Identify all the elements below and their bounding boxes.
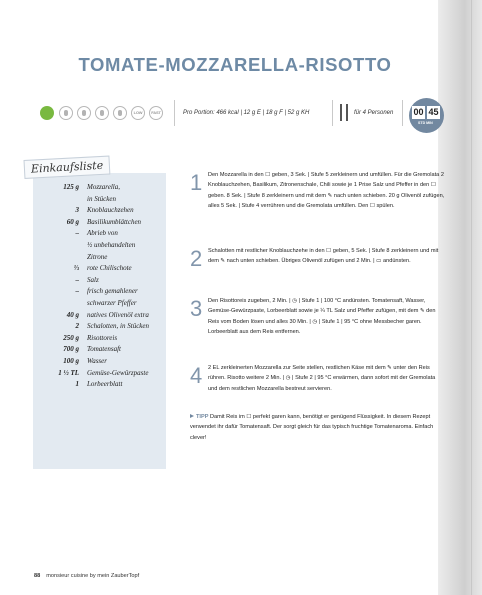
ingredient-name: Tomatensaft: [87, 345, 121, 354]
ingredient-qty: 125 g: [63, 183, 79, 191]
ingredient-name: in Stücken: [87, 194, 116, 203]
page-footer: [34, 573, 139, 579]
ingredient-qty: 40 g: [66, 310, 79, 319]
ingredient-name: frisch gemahlener: [87, 287, 138, 296]
gluten-free-icon: [59, 106, 73, 120]
ingredient-row: [33, 218, 166, 230]
low-carb-icon: LOW: [131, 106, 145, 120]
step-number: 3: [190, 296, 203, 321]
ingredient-qty: 2: [75, 322, 79, 331]
info-divider: [174, 100, 175, 126]
ingredient-qty: –: [75, 229, 79, 238]
tip-box: [190, 412, 445, 443]
ingredients-title: Einkaufsliste: [24, 155, 111, 178]
ingredient-qty: –: [75, 275, 79, 284]
book-title: monsieur cuisine by mein ZauberTopf: [46, 573, 140, 579]
recipe-info-bar: [34, 98, 439, 136]
ingredient-row: [33, 334, 166, 346]
step-number: 2: [190, 246, 203, 271]
ingredient-name: Zitrone: [87, 252, 108, 261]
ingredient-qty: 1 ½ TL: [58, 368, 79, 377]
ingredient-row: [33, 322, 166, 334]
nutrition-per-portion: Pro Portion: 466 kcal | 12 g E | 18 g F | 52 g KH: [183, 110, 310, 116]
ingredient-qty: –: [75, 287, 79, 296]
egg-free-icon: [113, 106, 127, 120]
ingredient-qty: 3: [75, 206, 79, 215]
page-number: 88: [34, 573, 41, 579]
ingredient-row: [33, 195, 166, 207]
ingredient-name: schwarzer Pfeffer: [87, 298, 137, 307]
lactose-icon: [77, 106, 91, 120]
ingredient-qty: 60 g: [66, 217, 79, 226]
ingredient-row: [33, 276, 166, 288]
step-number: 1: [190, 170, 203, 195]
ingredient-name: Basilikumblättchen: [87, 217, 142, 226]
ingredient-row: [33, 206, 166, 218]
ingredient-name: Mozzarella,: [87, 183, 120, 191]
ingredient-row: [33, 357, 166, 369]
ingredient-row: [33, 380, 166, 392]
ingredient-name: Wasser: [87, 356, 107, 365]
step-text: Den Mozzarella in den ☐ geben, 3 Sek. | Stufe 5 zerkleinern und umfüllen. Für die Gremolata 2 Knoblauchzehen, Basilikum, Zitronenschale, Chili sowie je 1 Prise Salz und Pfeffer in den ☐ geben. 8 Sek. | Stufe 8 zerkleinern und mit dem ✎ nach unten schieben. 20 g Olivenöl zufügen, alles 5 Sek. | Stufe 4 verrühren und die Gremolata umfüllen. Den ☐ spülen.: [208, 172, 445, 209]
ingredient-name: Abrieb von: [87, 229, 118, 238]
ingredient-qty: 250 g: [63, 333, 79, 342]
ingredient-name: Knoblauchzehen: [87, 206, 134, 215]
ingredient-row: [33, 264, 166, 276]
cutlery-icon: [338, 104, 352, 122]
tip-label: TIPP: [196, 414, 209, 420]
ingredient-qty: 100 g: [63, 356, 79, 365]
ingredient-row: [33, 253, 166, 265]
time-label: STD MIN: [418, 121, 433, 125]
fast-icon: FAST: [149, 106, 163, 120]
vegetarian-icon: [40, 106, 54, 120]
step-text: Den Risottoreis zugeben, 2 Min. | ◷ | Stufe 1 | 100 °C andünsten. Tomatensaft, Wasser, Gemüse-Gewürzpaste, Lorbeerblatt sowie je ¼ TL Salz und Pfeffer zufügen, mit dem ✎ den Reis vom Boden lösen und alles 30 Min. | ◷ | Stufe 1 | 95 °C ohne Messbecher garen. Lorbeerblatt aus dem Reis entfernen.: [208, 298, 436, 335]
step-text: 2 EL zerkleinerten Mozzarella zur Seite stellen, restlichen Käse mit dem ✎ unter den Reis rühren. Risotto weitere 2 Min. | ◷ | Stufe 2 | 95 °C erwärmen, dann sofort mit der Gremolata und dem restlichen Mozzarella bestreut servieren.: [208, 365, 436, 392]
info-divider: [332, 100, 333, 126]
book-spine-edge: [471, 0, 472, 595]
ingredient-name: rote Chilischote: [87, 264, 132, 273]
ingredient-name: Salz: [87, 275, 99, 284]
ingredient-name: natives Olivenöl extra: [87, 310, 149, 319]
info-divider: [402, 100, 403, 126]
step-text: Schalotten mit restlicher Knoblauchzehe in den ☐ geben, 5 Sek. | Stufe 8 zerkleinern und mit dem ✎ nach unten schieben. Übriges Olivenöl zufügen und 2 Min. | ▭ andünsten.: [208, 248, 439, 265]
servings: für 4 Personen: [354, 110, 394, 116]
ingredient-row: [33, 183, 166, 195]
nut-icon: [95, 106, 109, 120]
time-hours: 00: [413, 107, 424, 117]
ingredient-qty: ⅓: [73, 264, 79, 273]
ingredient-name: Lorbeerblatt: [87, 380, 123, 389]
ingredients-list: [33, 183, 166, 392]
ingredient-row: [33, 345, 166, 357]
ingredient-row: [33, 311, 166, 323]
ingredient-name: Gemüse-Gewürzpaste: [87, 368, 149, 377]
ingredient-name: ½ unbehandelten: [87, 240, 136, 249]
ingredient-row: [33, 299, 166, 311]
time-minutes: 45: [428, 107, 439, 117]
time-badge: [409, 98, 444, 133]
tip-text: Damit Reis im ☐ perfekt garen kann, benötigt er genügend Flüssigkeit. In diesem Rezept verwendet ihr dafür Tomatensaft. Der sorgt gleich für das typisch fruchtige Tomatenaroma. Einfach clever!: [190, 414, 434, 441]
ingredient-name: Schalotten, in Stücken: [87, 322, 150, 331]
ingredient-row: [33, 287, 166, 299]
ingredient-row: [33, 229, 166, 241]
ingredient-qty: 1: [75, 380, 79, 389]
ingredient-row: [33, 369, 166, 381]
recipe-title: TOMATE-MOZZARELLA-RISOTTO: [78, 54, 392, 75]
step-number: 4: [190, 363, 203, 388]
ingredient-name: Risottoreis: [87, 333, 118, 342]
ingredient-row: [33, 241, 166, 253]
ingredient-qty: 700 g: [63, 345, 79, 354]
arrow-right-icon: [190, 414, 194, 418]
